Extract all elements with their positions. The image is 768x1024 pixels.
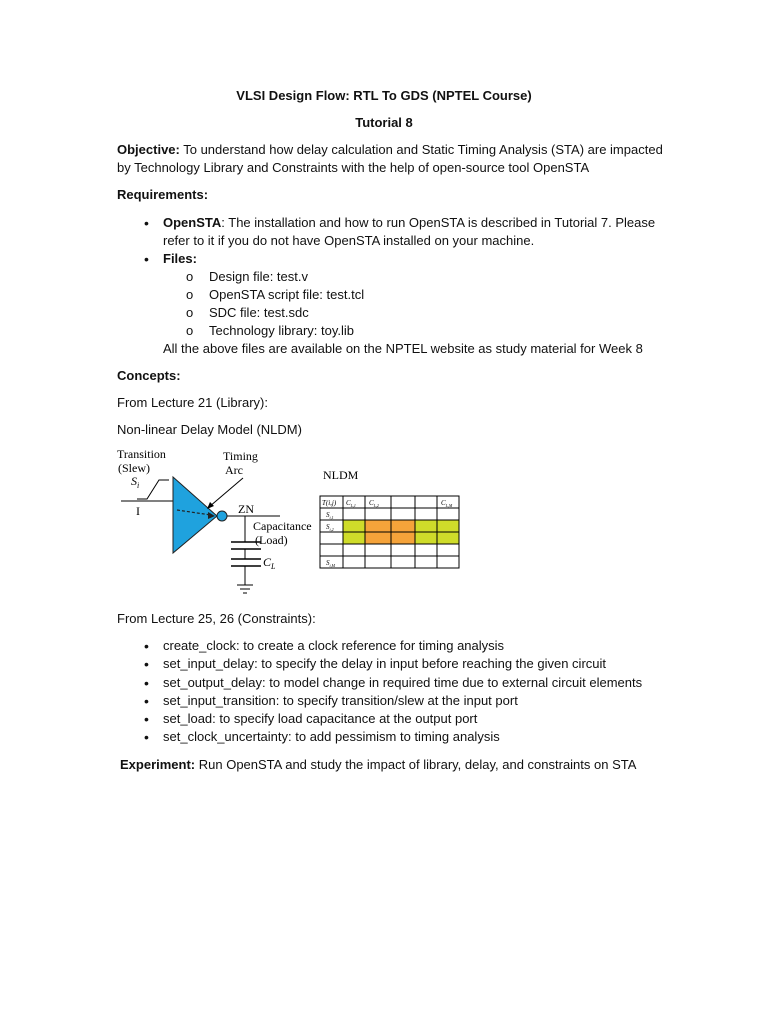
row-header-1: $S_{i,1}$	[326, 511, 334, 520]
bullet-icon: •	[144, 656, 149, 672]
bullet-icon: •	[144, 729, 149, 745]
bullet-icon: •	[144, 638, 149, 654]
constraint-set-input-transition: set_input_transition: to specify transition/slew at the input port	[163, 693, 518, 708]
capacitance-label: Capacitance	[253, 519, 312, 533]
table-corner-label: T(i,j)	[322, 499, 337, 507]
bullet-icon: •	[144, 675, 149, 691]
tutorial-number: Tutorial 8	[355, 115, 413, 130]
file-item-design: Design file: test.v	[209, 269, 308, 284]
nldm-figure	[115, 445, 465, 605]
circle-bullet-icon: o	[186, 287, 194, 302]
constraint-set-load: set_load: to specify load capacitance at the output port	[163, 711, 478, 726]
opensta-line-2: refer to it if you do not have OpenSTA installed on your machine.	[163, 233, 535, 248]
transition-label: Transition	[117, 447, 166, 461]
objective-line-2: by Technology Library and Constraints with the help of open-source tool OpenSTA	[117, 160, 590, 175]
timing-label: Timing	[223, 449, 258, 463]
concepts-heading: Concepts:	[117, 368, 181, 383]
bullet-icon: •	[144, 251, 149, 267]
constraint-set-output-delay: set_output_delay: to model change in required time due to external circuit elements	[163, 675, 643, 690]
objective-line-1: Objective: To understand how delay calculation and Static Timing Analysis (STA) are impacted	[117, 142, 663, 157]
row-header-m: $S_{i,M}$	[326, 559, 335, 568]
file-item-sdc: SDC file: test.sdc	[209, 305, 309, 320]
circle-bullet-icon: o	[186, 305, 194, 320]
pin-i-label: I	[136, 504, 140, 518]
files-label: Files:	[163, 251, 197, 266]
file-item-script: OpenSTA script file: test.tcl	[209, 287, 365, 302]
opensta-line-1: OpenSTA: The installation and how to run OpenSTA is described in Tutorial 7. Please	[163, 215, 656, 230]
inverter-bubble-icon	[217, 511, 227, 521]
bullet-icon: •	[144, 711, 149, 727]
col-header-2: $C_{L,2}$	[369, 499, 379, 508]
table-cell-yellow	[343, 520, 365, 532]
constraint-set-input-delay: set_input_delay: to specify the delay in input before reaching the given circuit	[163, 656, 606, 671]
experiment-line: Experiment: Run OpenSTA and study the impact of library, delay, and constraints on STA	[120, 757, 637, 772]
page-title: VLSI Design Flow: RTL To GDS (NPTEL Course)	[236, 88, 532, 103]
circle-bullet-icon: o	[186, 269, 194, 284]
bullet-icon: •	[144, 215, 149, 231]
nldm-title: Non-linear Delay Model (NLDM)	[117, 422, 302, 437]
pin-zn-label: ZN	[238, 502, 254, 516]
table-cell-orange	[365, 532, 415, 544]
arc-label: Arc	[225, 463, 243, 477]
cl-label: $C_L$	[263, 555, 276, 571]
lecture-21-label: From Lecture 21 (Library):	[117, 395, 268, 410]
bullet-icon: •	[144, 693, 149, 709]
files-note: All the above files are available on the NPTEL website as study material for Week 8	[163, 341, 643, 356]
lecture-25-label: From Lecture 25, 26 (Constraints):	[117, 611, 316, 626]
col-header-1: $C_{L,1}$	[346, 499, 356, 508]
file-item-library: Technology library: toy.lib	[209, 323, 354, 338]
constraint-create-clock: create_clock: to create a clock reference for timing analysis	[163, 638, 505, 653]
circle-bullet-icon: o	[186, 323, 194, 338]
constraint-set-clock-uncertainty: set_clock_uncertainty: to add pessimism to timing analysis	[163, 729, 500, 744]
requirements-heading: Requirements:	[117, 187, 209, 202]
row-header-2: $S_{i,2}$	[326, 523, 334, 532]
table-cell-yellow	[343, 532, 365, 544]
nldm-label: NLDM	[323, 468, 359, 482]
load-label: (Load)	[255, 533, 288, 547]
col-header-m: $C_{L,M}$	[441, 499, 453, 508]
si-label: $S_i$	[131, 474, 140, 490]
slew-label: (Slew)	[118, 461, 150, 475]
table-cell-orange	[365, 520, 415, 532]
